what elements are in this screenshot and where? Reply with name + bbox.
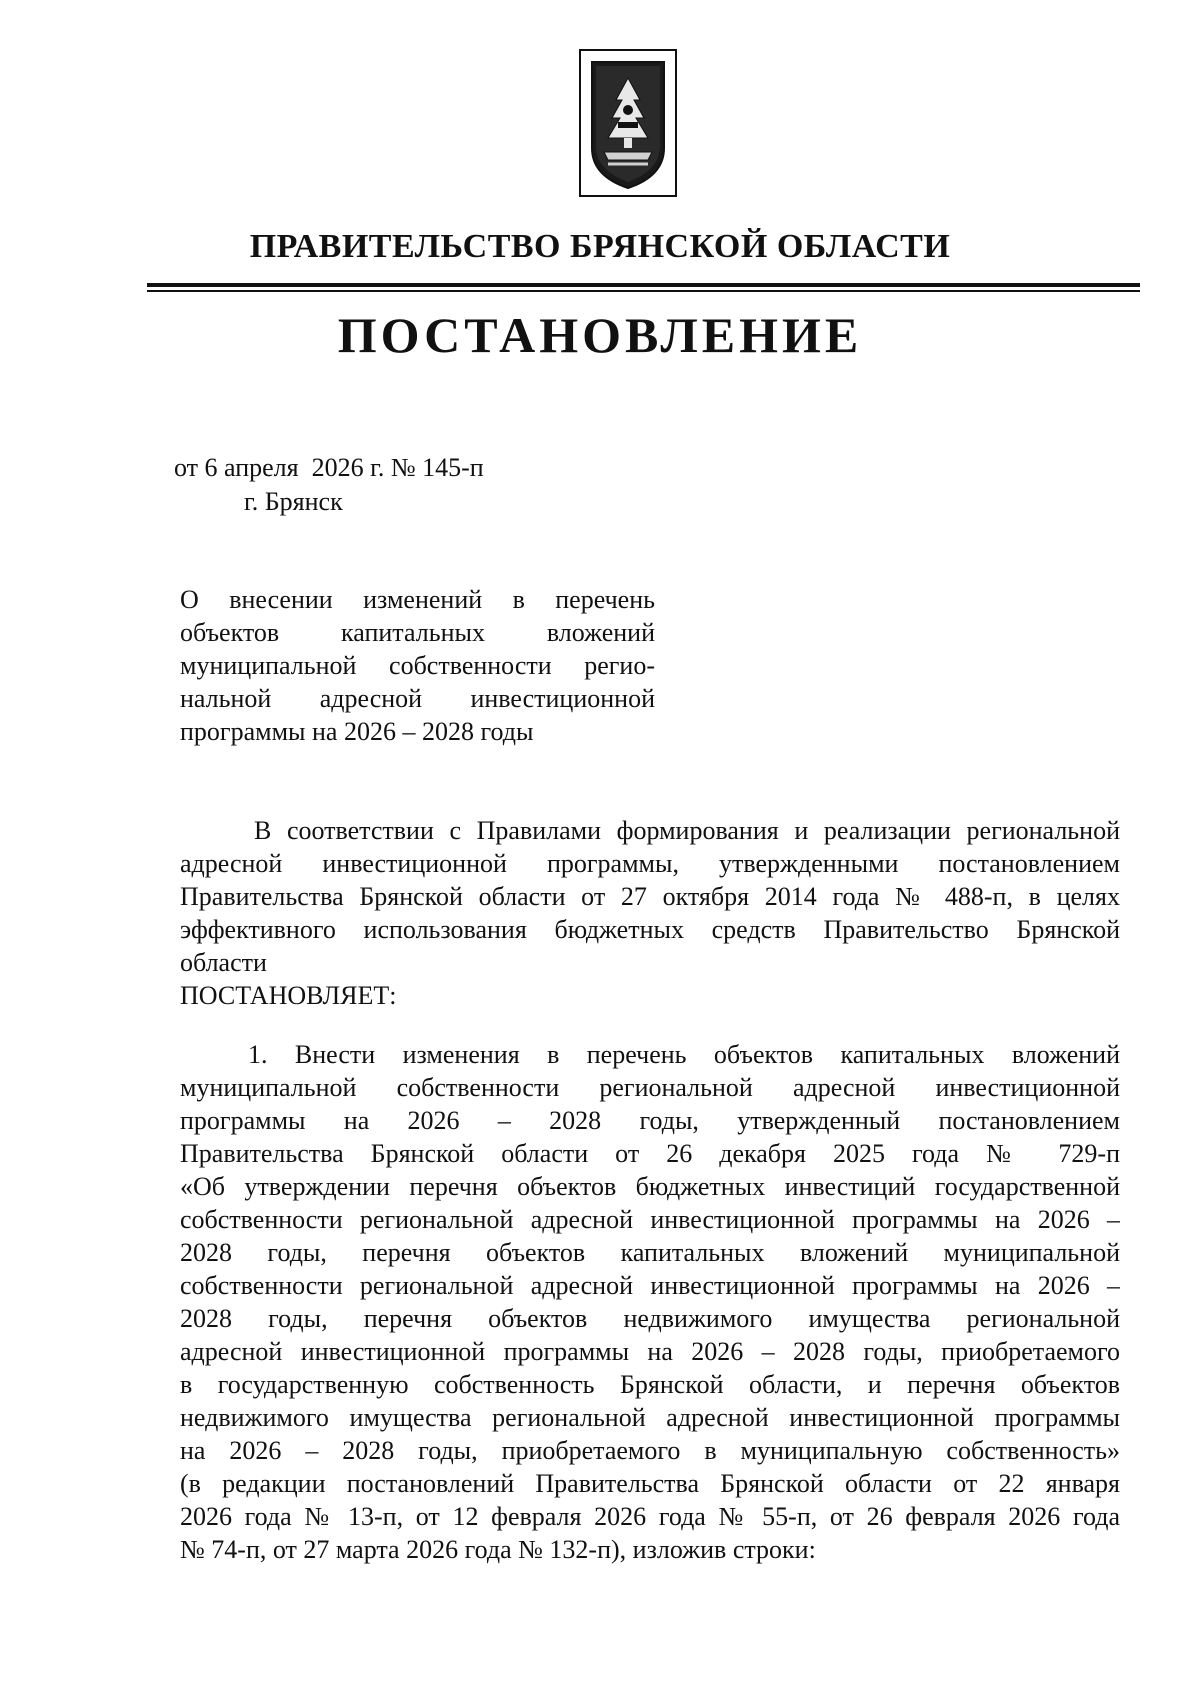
clause-line: 1. Внести изменения в перечень объектов капитальных вложений (248, 1040, 1120, 1069)
document-subject (180, 583, 655, 748)
preamble-paragraph (180, 814, 1120, 1012)
preamble-line: адресной инвестиционной программы, утвержденными постановлением (180, 849, 1120, 878)
clause-line: собственности региональной адресной инвестиционной программы на 2026 – (180, 1205, 1120, 1234)
organization-title: ПРАВИТЕЛЬСТВО БРЯНСКОЙ ОБЛАСТИ (249, 228, 951, 265)
header-divider-thin (147, 290, 1140, 292)
subject-line: муниципальной собственности регио- (180, 651, 655, 680)
clause-line: на 2026 – 2028 годы, приобретаемого в муниципальную собственность» (180, 1436, 1120, 1465)
clause-line: программы на 2026 – 2028 годы, утвержденный постановлением (180, 1106, 1120, 1135)
clause-line: собственности региональной адресной инвестиционной программы на 2026 – (180, 1271, 1120, 1300)
coat-of-arms-emblem (578, 48, 678, 198)
clause-line: № 74-п, от 27 марта 2026 года № 132-п), изложив строки: (180, 1535, 816, 1564)
subject-line: нальной адресной инвестиционной (180, 684, 655, 713)
clause-line: 2026 года № 13-п, от 12 февраля 2026 года № 55-п, от 26 февраля 2026 года (180, 1502, 1120, 1531)
clause-line: «Об утверждении перечня объектов бюджетных инвестиций государственной (180, 1172, 1120, 1201)
clause-line: в государственную собственность Брянской области, и перечня объектов (180, 1370, 1120, 1399)
clause-1-paragraph (180, 1038, 1120, 1566)
preamble-line: эффективного использования бюджетных средств Правительство Брянской (180, 915, 1120, 944)
clause-line: Правительства Брянской области от 26 декабря 2025 года № 729-п (180, 1139, 1120, 1168)
clause-line: муниципальной собственности региональной адресной инвестиционной (180, 1073, 1120, 1102)
preamble-line: области (180, 948, 267, 977)
clause-line: 2028 годы, перечня объектов недвижимого имущества региональной (180, 1304, 1120, 1333)
header-divider-thick (147, 283, 1140, 287)
subject-line: программы на 2026 – 2028 годы (180, 717, 534, 746)
subject-line: О внесении изменений в перечень (180, 585, 655, 614)
clause-line: недвижимого имущества региональной адресной инвестиционной программы (180, 1403, 1120, 1432)
subject-line: объектов капитальных вложений (180, 618, 655, 647)
preamble-line: В соответствии с Правилами формирования и реализации региональной (254, 816, 1120, 845)
document-date-number: от 6 апреля 2026 г. № 145-п (174, 453, 484, 482)
resolves-heading: ПОСТАНОВЛЯЕТ: (180, 981, 397, 1010)
document-type-title: ПОСТАНОВЛЕНИЕ (337, 307, 863, 363)
clause-line: 2028 годы, перечня объектов капитальных вложений муниципальной (180, 1238, 1120, 1267)
clause-line: адресной инвестиционной программы на 2026 – 2028 годы, приобретаемого (180, 1337, 1120, 1366)
document-city: г. Брянск (244, 487, 343, 516)
preamble-line: Правительства Брянской области от 27 октября 2014 года № 488-п, в целях (180, 882, 1120, 911)
clause-line: (в редакции постановлений Правительства Брянской области от 22 января (180, 1469, 1120, 1498)
